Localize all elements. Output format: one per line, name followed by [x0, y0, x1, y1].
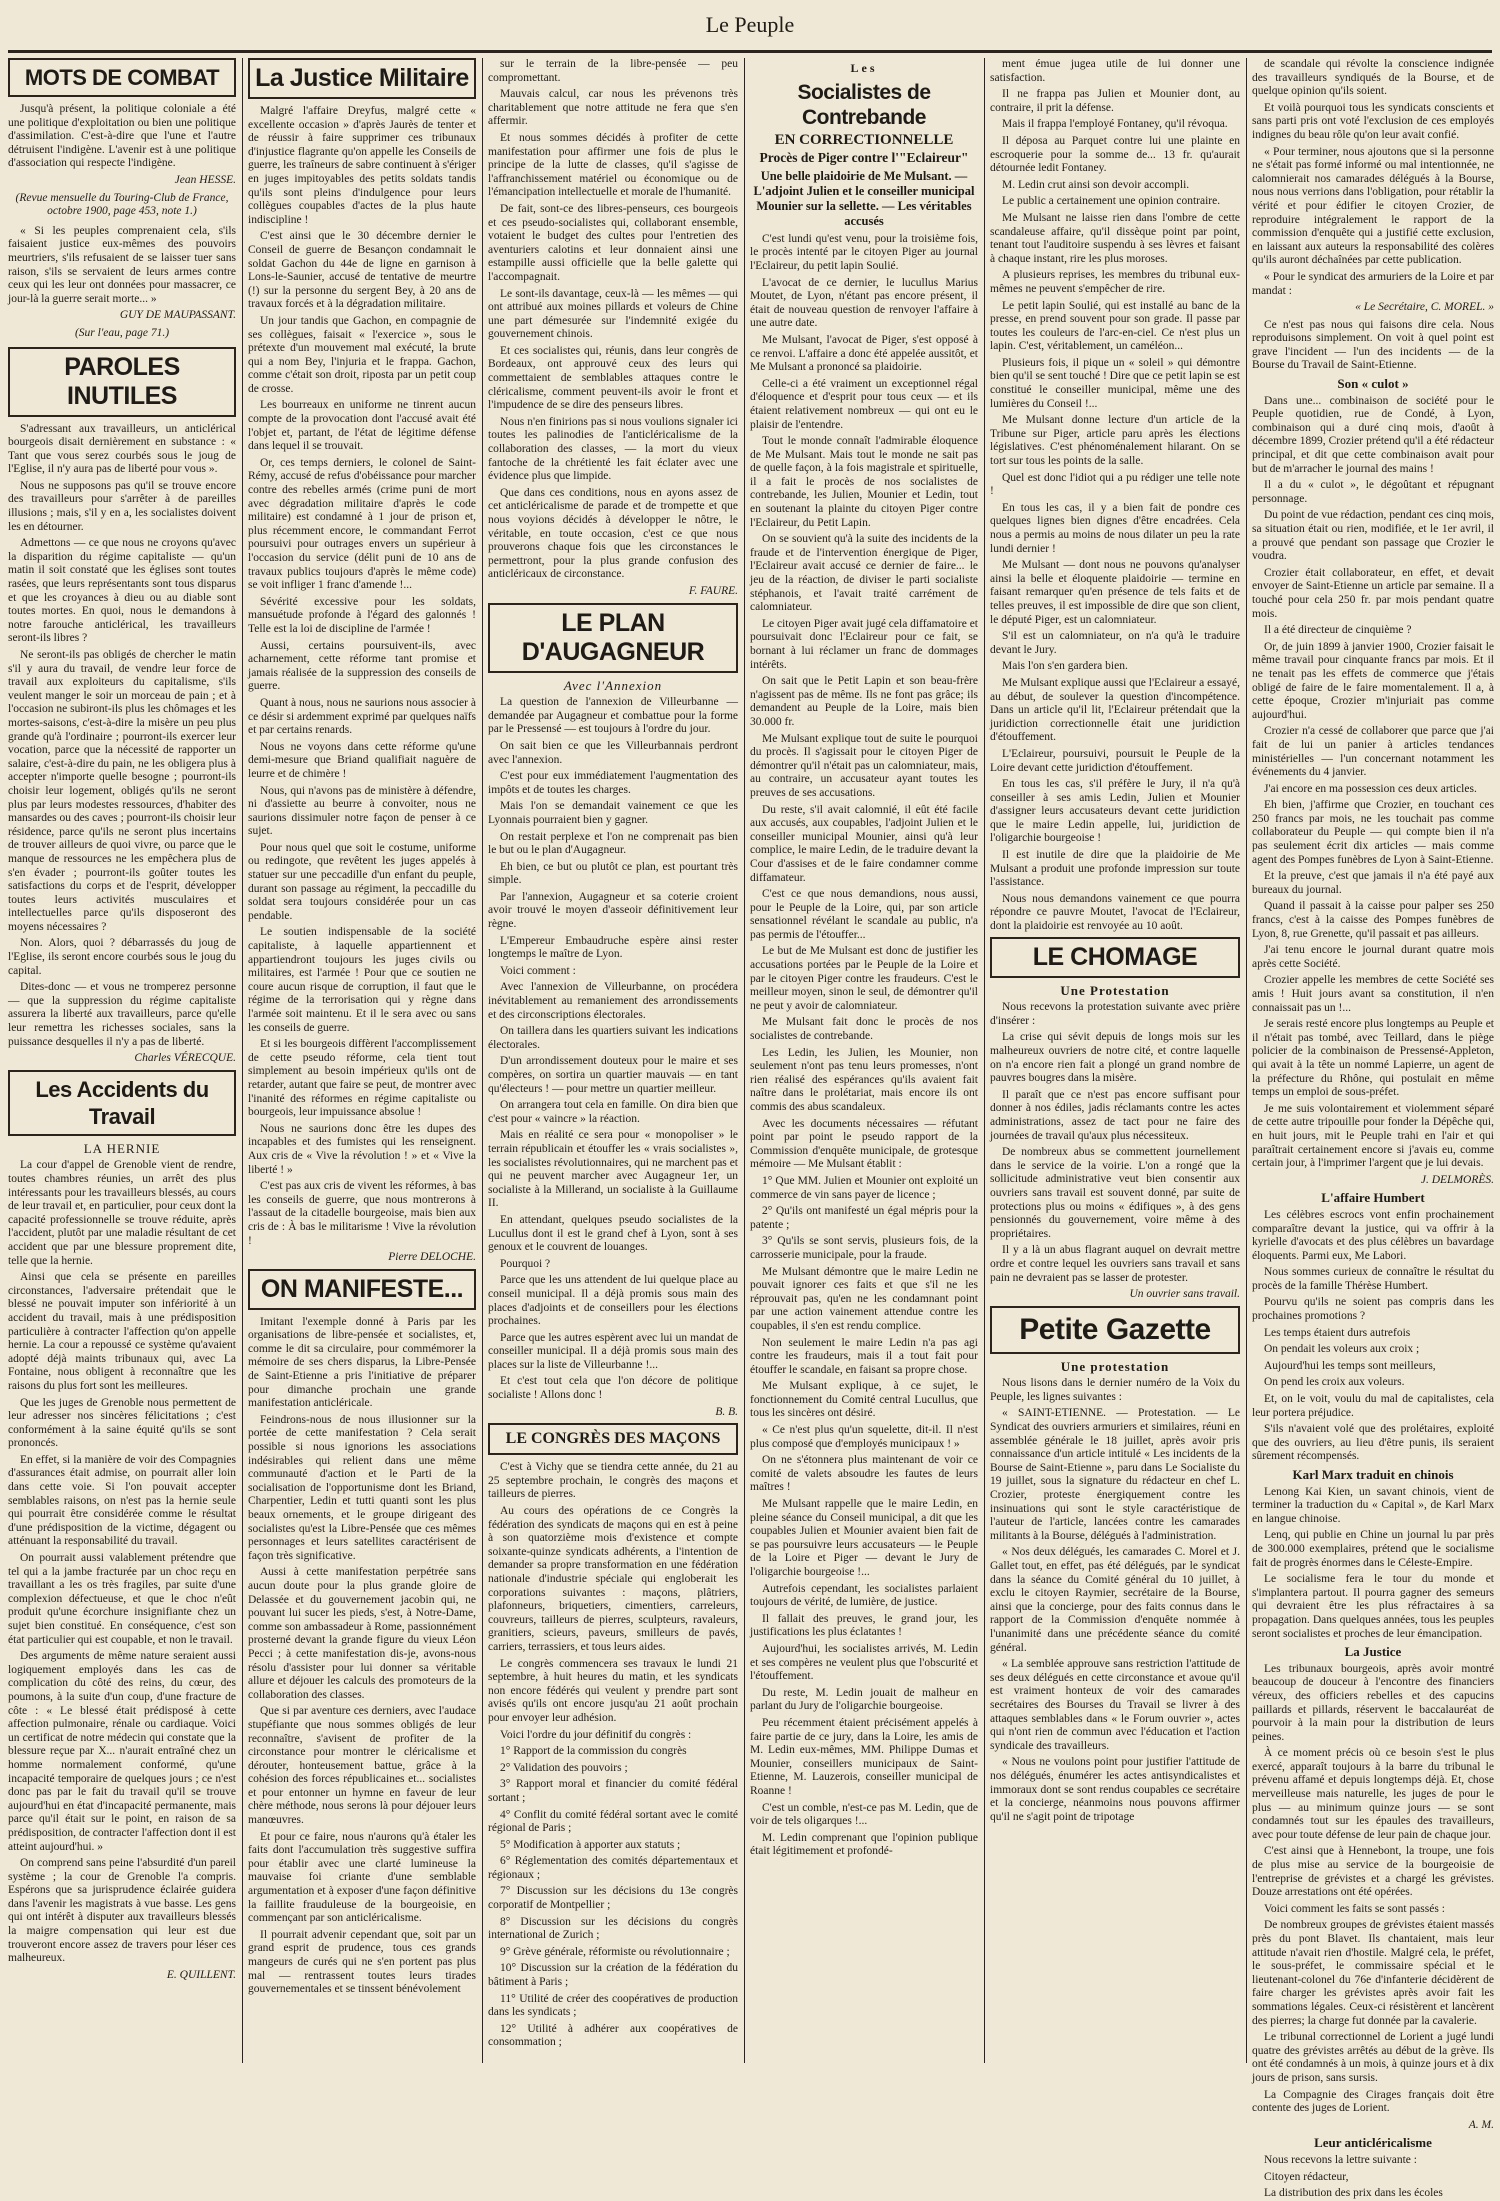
- paragraph: À ce moment précis où ce besoin s'est le plus exercé, apparaît toujours à la barre du tribunal le prévenu affamé et depuis longtemps déjà. Et, chose merveilleuse mais naturelle, les juges de pour le plus — au minimum quinze jours — se sont condamnés tout sur les épaules des travailleurs, avec pour toute défense de leur pain de chaque jour.: [1252, 1747, 1494, 1841]
- paragraph: Il est inutile de dire que la plaidoirie de Me Mulsant a produit une profonde impression sur toute l'assistance.: [990, 849, 1240, 889]
- paragraph: On comprend sans peine l'absurdité d'un pareil système ; la cour de Grenoble l'a compris. Espérons que sa jurisprudence éclairée guidera dans l'avenir les magistrats à vue basse. Les gens qui ont intérêt à disputer aux travailleurs blessés la maigre compensation qui leur est due trouveront encore assez de travers pour léser ces malheureux.: [8, 1857, 236, 1965]
- paragraph: Par l'annexion, Augagneur et sa coterie croient avoir trouvé le moyen d'asseoir définitivement leur règne.: [488, 890, 738, 931]
- paragraph: Ne seront-ils pas obligés de chercher le matin s'il y aura du travail, de vendre leur force de travail aux exploiteurs du capitalisme, s'ils veulent manger le soir un morceau de pain ; et à l'occasion ne subiront-ils plus les chômages et les mortes-saisons, c'est-à-dire la misère un peu plus grande qu'à l'ordinaire ; pourront-ils exercer leur vocation, parce que la nécessité de rapporter un salaire, c'est-à-dire du pain, ne les obligera plus à accepter n'importe quelle besogne ; pourront-ils choisir leur logement, obligés qu'ils ne seront plus par leurs modestes ressources, d'habiter des mansardes ou des caves ; pourront-ils choisir leur résidence, parce qu'ils ne seront plus incertains de trouver ailleurs de quoi vivre, ou parce que le manque de ressources ne les empêchera plus de s'en évader ; pourront-ils goûter toutes les satisfactions du corps et de l'esprit, développer toutes leurs activités musculaires et intellectuelles parce qu'ils disposeront des moyens nécessaires ?: [8, 649, 236, 933]
- paragraph: En effet, si la manière de voir des Compagnies d'assurances était admise, on pourrait aller loin dans cette voie. Si l'on pouvait accepter semblables raisons, on n'est pas la hernie seule qui pourrait être considérée comme le résultat d'une prédisposition de la victime, dégagent ou atténuant la responsabilité du travail.: [8, 1453, 236, 1548]
- paragraph: Me Mulsant fait donc le procès de nos socialistes de contrebande.: [750, 1016, 978, 1043]
- paragraph: Il a du « culot », le dégoûtant et répugnant personnage.: [1252, 479, 1494, 505]
- paragraph: Il y a là un abus flagrant auquel on devrait mettre ordre et contre lequel les ouvriers sans travail et sans pain ne devraient pas se lasser de protester.: [990, 1244, 1240, 1284]
- paragraph: Me Mulsant explique, à ce sujet, le fonctionnement du Comité central Lucullus, que tous les sincères ont désiré.: [750, 1380, 978, 1420]
- paragraph: Nous recevons la lettre suivante :: [1264, 2153, 1417, 2166]
- paragraph: Nous nous demandons vainement ce que pourra répondre ce pauvre Moutet, l'avocat de l'Eclaireur, dont la plaidoirie est renvoyée au 10 août.: [990, 892, 1240, 933]
- paragraph: La question de l'annexion de Villeurbanne — demandée par Augagneur et combattue pour la forme par le Pressensé — est toujours à l'ordre du jour.: [488, 696, 738, 736]
- paragraph: Mais il frappa l'employé Fontaney, qu'il révoqua.: [1002, 118, 1228, 131]
- paragraph: C'est ainsi que le 30 décembre dernier le Conseil de guerre de Besançon condamnait le soldat Gachon du 44e de ligne en garnison à Lons-le-Saunier, accusé de tentative de meurtre (!) sur la personne du sergent Bey, à 20 ans de travaux forcés et à la dégradation militaire.: [248, 230, 476, 311]
- lead-summary: Une belle plaidoirie de Me Mulsant. — L'adjoint Julien et le conseiller municipal Mounier sur la sellette. — Les véritables accusés: [753, 168, 975, 228]
- paragraph: Du point de vue rédaction, pendant ces cinq mois, sa situation était ou rien, modifiée, et le 1er avril, il a prouvé que pendant son passage que Crozier le voudra.: [1252, 509, 1494, 563]
- paragraph: Pourvu qu'ils ne soient pas compris dans les prochaines promotions ?: [1252, 1296, 1494, 1323]
- paragraph: Le sont-ils davantage, ceux-là — les mêmes — qui ont attribué aux moines pillards et voleurs de Chine une part démesurée sur l'indemnité exigée du gouvernement chinois.: [488, 287, 738, 341]
- paragraph: Feindrons-nous de nous illusionner sur la portée de cette manifestation ? Cela serait possible si nous ignorions les associations indésirables qui relient dans une même communauté d'action et le Parti de la socialisation de l'opportunisme dont les Briand, Charpentier, Ledin et tutti quanti sont les plus beaux ornements, et le groupe dirigeant des socialistes qu'est la Libre-Pensée que ces mêmes personnages et leurs satellites caractérisent de façon très significative.: [248, 1413, 476, 1562]
- headline-congres-macons: LE CONGRÈS DES MAÇONS: [488, 1423, 738, 1455]
- paragraph: J'ai tenu encore le journal durant quatre mois après cette Société.: [1252, 944, 1494, 970]
- paragraph: Et voilà pourquoi tous les syndicats conscients et sans parti pris ont voté l'exclusion de ces employés indignes du beau rôle qu'on leur avait confié.: [1252, 101, 1494, 141]
- list-item: 12° Utilité à adhérer aux coopératives de consommation ;: [488, 2022, 738, 2049]
- subheadline-une-protestation: Une protestation: [1060, 1358, 1170, 1374]
- column-rule: [482, 58, 483, 2063]
- paragraph: Des arguments de même nature seraient aussi logiquement employés dans les cas de complication du côté des reins, du cœur, des poumons, à la suite d'un coup, d'une fracture de côte : « Le blessé était prédisposé à cette affection pulmonaire, rénale ou cardiaque. Voici un certificat de notre médecin qui constate que la blessure reçue par X... n'aurait entraîné chez un homme normalement conformé, qu'une incapacité temporaire de quelques jours ; ce n'est donc pas par le fait du travail qu'il se trouve aujourd'hui en état d'incapacité permanente, mais parce qu'il était sur le point, en raison de sa prédisposition, de contracter l'affection dont il est atteint aujourd'hui. »: [8, 1650, 236, 1853]
- paragraph: A plusieurs reprises, les membres du tribunal eux-mêmes ne peuvent s'empêcher de rire.: [990, 269, 1240, 295]
- quote-hesse: Jusqu'à présent, la politique coloniale a été une politique d'exploitation ou bien une politique d'assimilation. C'est-à-dire que l'une et l'autre détruisent l'indigène. L'avenir est à une politique d'association qui respecte l'indigène.: [8, 103, 236, 170]
- paragraph: Crozier n'a cessé de collaborer que parce que j'ai fait de lui un panier à articles tendances ministérielles — l'un concernant notamment les événements du 4 janvier.: [1252, 725, 1494, 779]
- paragraph: Dites-donc — et vous ne tromperez personne — que la suppression du régime capitaliste assurera la liberté aux travailleurs, parce qu'elle leur remettra les richesses sociales, sans la puissance desquelles il n'y a pas de liberté.: [8, 981, 236, 1048]
- paragraph: Quel est donc l'idiot qui a pu rédiger une telle note !: [990, 471, 1240, 498]
- paragraph: Du reste, M. Ledin jouait de malheur en parlant du Jury de l'oligarchie bourgeoise.: [750, 1686, 978, 1713]
- subheadline-la-hernie: LA HERNIE: [83, 1140, 161, 1156]
- headline-socialistes-contrebande: Socialistes de Contrebande: [797, 80, 931, 129]
- newspaper-page: [8, 58, 1494, 2200]
- paragraph: Quand il passait à la caisse pour palper ses 250 francs, c'est à la caisse des Pompes funèbres de Lyon, 8, rue Grenette, qu'il passait et pas ailleurs.: [1252, 900, 1494, 940]
- paragraph: « Nos deux délégués, les camarades C. Morel et J. Gallet tout, en effet, pas été délégués, par le syndicat dans la séance du Comité général du 10 juillet, à exclu le citoyen Raymier, secrétaire de la Bourse, ainsi que la concierge, pour des faits connus dans le rapport de la Commission d'enquête nommée à l'unanimité dans une précédente séance du comité général.: [990, 1546, 1240, 1654]
- paragraph: La distribution des prix dans les écoles: [1264, 2187, 1443, 2200]
- paragraph: L'avocat de ce dernier, le lucullus Marius Moutet, de Lyon, n'étant pas encore présent, il était de nouveau question de renvoyer l'affaire à une autre date.: [750, 276, 978, 330]
- paragraph: Crozier était collaborateur, en effet, et devait envoyer de Saint-Etienne un article par semaine. Il a touché pour cela 250 fr. par mois pendant quatre mois.: [1252, 566, 1494, 620]
- column-6: [1252, 58, 1494, 2200]
- masthead: Le Peuple: [705, 12, 795, 37]
- paragraph: Les bourreaux en uniforme ne tinrent aucun compte de la provocation dont l'accusé avait été l'objet et, partant, de l'état de légitime défense dans lequel il se trouvait.: [248, 399, 476, 453]
- paragraph: « Pour le syndicat des armuriers de la Loire et par mandat :: [1252, 270, 1494, 297]
- signature: Charles VÉRECQUE.: [134, 1052, 236, 1065]
- paragraph: Voici comment les faits se sont passés :: [1264, 1902, 1445, 1915]
- paragraph: Nous recevons la protestation suivante avec prière d'insérer :: [990, 1001, 1240, 1027]
- paragraph: Mais l'on se demandait vainement ce que les Lyonnais pourraient bien y gagner.: [488, 800, 738, 826]
- paragraph: Et la preuve, c'est que jamais il n'a été payé aux bureaux du journal.: [1252, 870, 1494, 896]
- paragraph: Le but de Me Mulsant est donc de justifier les accusations portées par le Peuple de la Loire et par le citoyen Piger contre les fraudeurs. C'est le meilleur moyen, sinon le seul, de démontrer qu'il ne peut y avoir de calomniateur.: [750, 945, 978, 1012]
- paragraph: Me Mulsant rappelle que le maire Ledin, en pleine séance du Conseil municipal, a dit que les coupables Julien et Mounier avaient bien fait de se pas poursuivre leurs accusateurs — le Peuple de la Loire et Piger — devant le Jury de l'oligarchie bourgeoise !...: [750, 1498, 978, 1578]
- paragraph: Parce que les autres espèrent avec lui un mandat de conseiller municipal. Il a déjà promis sous main des places sur la liste de Villeurbanne !...: [488, 1331, 738, 1371]
- list-item: 3° Rapport moral et financier du comité fédéral sortant ;: [488, 1778, 738, 1804]
- paragraph: Nous n'en finirions pas si nous voulions signaler ici toutes les palinodies de l'anticléricalisme de la collaboration des classes, — la mort du vieux fantoche de la chrétienté les fait éclater avec une évidence plus que limpide.: [488, 415, 738, 483]
- list-item: 10° Discussion sur la création de la fédération du bâtiment à Paris ;: [488, 1962, 738, 1989]
- paragraph: On sait bien ce que les Villeurbannais perdront avec l'annexion.: [488, 739, 738, 766]
- headline-anticlericalisme: Leur anticléricalisme: [1314, 2135, 1432, 2151]
- paragraph: Non. Alors, quoi ? débarrassés du joug de l'Eglise, ils seront encore courbés sous le joug du capital.: [8, 937, 236, 977]
- paragraph: Dans une... combinaison de société pour le Peuple quotidien, rue de Condé, à Lyon, combinaison qui a duré cinq mois, d'août à décembre 1899, Crozier prétend qu'il a été rédacteur principal, et dit que cette combinaison avait pour but de m'arracher le journal des mains !: [1252, 394, 1494, 475]
- headline-son-culot: Son « culot »: [1337, 376, 1409, 392]
- column-4: [750, 58, 978, 2063]
- paragraph: C'est ainsi que à Hennebont, la troupe, une fois de plus mise au service de la bourgeoisie de l'entreprise de grévistes et a chargé les grévistes. Douze arrestations ont été opérées.: [1252, 1845, 1494, 1899]
- paragraph: On restait perplexe et l'on ne comprenait pas bien le but ou le plan d'Augagneur.: [488, 830, 738, 857]
- paragraph: C'est pour eux immédiatement l'augmentation des impôts et de toutes les charges.: [488, 770, 738, 796]
- paragraph: Plusieurs fois, il pique un « soleil » qui démontre bien qu'il se sent touché ! Dire que ce petit lapin se est constitué le conseiller municipal, même une des lumières du Conseil !...: [990, 356, 1240, 410]
- paragraph: Non seulement le maire Ledin n'a pas agi contre les fraudeurs, mais il a tout fait pour étouffer le scandale, en faisant sa propre chose.: [750, 1336, 978, 1376]
- column-rule: [1246, 58, 1247, 2063]
- signature: F. FAURE.: [688, 584, 738, 597]
- paragraph: ment émue jugea utile de lui donner une satisfaction.: [990, 58, 1240, 84]
- paragraph: Il déposa au Parquet contre lui une plainte en escroquerie pour la somme de... 13 fr. qu'aurait détournée ledit Fontaney.: [990, 134, 1240, 175]
- verse-line: On pend les croix aux voleurs.: [1264, 1376, 1405, 1389]
- paragraph: Et c'est tout cela que l'on décore de politique socialiste ! Allons donc !: [488, 1375, 738, 1402]
- paragraph: sur le terrain de la libre-pensée — peu compromettant.: [488, 58, 738, 84]
- paragraph: On se souvient qu'à la suite des incidents de la fraude et de l'intervention énergique de Piger, l'Eclaireur avait accusé ce dernier de faire... le jeu de la réaction, de diviser le parti socialiste stéphanois, et l'avait traité carrément de calomniateur.: [750, 533, 978, 614]
- paragraph: Lenq, qui publie en Chine un journal lu par près de 300.000 exemplaires, prétend que le socialisme fait de progrès énormes dans le Céleste-Empire.: [1252, 1529, 1494, 1569]
- paragraph: Nous ne saurions donc être les dupes des incapables et des fumistes qui les renseignent. Aux cris de « Vive la révolution ! » et « Vive la liberté ! »: [248, 1122, 476, 1176]
- paragraph: Que si par aventure ces derniers, avec l'audace stupéfiante que nous sommes obligés de leur reconnaître, s'avisent de profiter de la circonstance pour montrer le cléricalisme et dérouter, honteusement battue, grâce à la cohésion des forces républicaines et... socialistes et pour entonner un hymne en faveur de leur chère méthode, nous serons là pour déjouer leurs manœuvres.: [248, 1705, 476, 1827]
- list-item: 11° Utilité de créer des coopératives de production dans les syndicats ;: [488, 1992, 738, 2019]
- paragraph: D'un arrondissement douteux pour le maire et ses compères, on sortira un quartier mauvais — en tant qu'électeurs ! — pour mettre un quartier meilleur.: [488, 1055, 738, 1095]
- paragraph: Aujourd'hui, les socialistes arrivés, M. Ledin et ses compères ne veulent plus que l'obscurité et l'étouffement.: [750, 1642, 978, 1683]
- paragraph: On pourrait aussi valablement prétendre que tel qui a la jambe fracturée par un choc reçu en travaillant a les os très fragiles, par suite d'une complexion défectueuse, et que le choc n'eût produit qu'une écorchure insignifiante chez un sujet bien constitué. En conséquence, c'est son état particulier qui est coupable, et non le travail.: [8, 1552, 236, 1646]
- paragraph: Je serais resté encore plus longtemps au Peuple et il n'était pas tombé, avec Teillard, dans le piège policier de la combinaison de Pressensé-Appleton, qui avait à la tête un nommé Lapierre, un agent de la préfecture du Rhône, qui postulait en même temps un emploi de sous-préfet.: [1252, 1018, 1494, 1099]
- paragraph: Je me suis volontairement et violemment séparé de cette autre tripouille pour fonder la Dépêche qui, en huit jours, mit le Peuple trahi en l'air et qui paraîtrait certainement encore si j'avais eu, comme certain jour, à l'imprimer l'argent que je lui devais.: [1252, 1102, 1494, 1170]
- paragraph: De fait, sont-ce des libres-penseurs, ces bourgeois et ces pseudo-socialistes qui, collaborant ensemble, votaient le budget des cultes pour l'entretien des aventuriers calotins et leur donnaient ainsi une estampille aussi officielle que la belle galette qui l'accompagnait.: [488, 202, 738, 283]
- paragraph: L'Empereur Embaudruche espère ainsi rester longtemps le maître de Lyon.: [488, 934, 738, 961]
- paragraph: Le public a certainement une opinion contraire.: [1002, 195, 1221, 208]
- paragraph: Crozier appelle les membres de cette Société ses amis ! Huit jours avant sa constitution, il n'en connaissait pas un !...: [1252, 974, 1494, 1014]
- list-item: 5° Modification à apporter aux statuts ;: [500, 1838, 681, 1851]
- paragraph: Et, on le voit, voulu du mal de capitalistes, cela leur portera préjudice.: [1252, 1393, 1494, 1419]
- subheadline-correctionnelle: EN CORRECTIONNELLE: [774, 131, 954, 148]
- paragraph: Nous sommes curieux de connaître le résultat du procès de la famille Thérèse Humbert.: [1252, 1266, 1494, 1292]
- paragraph: S'adressant aux travailleurs, un anticlérical bourgeois disait dernièrement en substance : « Tant que vous serez courbés sous le joug de l'Eglise, il n'y aura pas de liberté pour vous ».: [8, 422, 236, 476]
- paragraph: M. Ledin comprenant que l'opinion publique était légitimement et profondé-: [750, 1831, 978, 1858]
- paragraph: Le citoyen Piger avait jugé cela diffamatoire et poursuivait donc l'Eclaireur pour ce fait, se bornant à lui réclamer un franc de dommages intérêts.: [750, 617, 978, 671]
- paragraph: Eh bien, j'affirme que Crozier, en touchant ces 250 francs par mois, ne les touchait pas comme collaborateur du Peuple — qui compte bien il n'a pas seulement écrit dix articles — mais comme agent des Pompes funèbres de Lyon à Saint-Etienne.: [1252, 799, 1494, 866]
- paragraph: Me Mulsant — dont nous ne pouvons qu'analyser ainsi la belle et éloquente plaidoirie — termine en faisant remarquer qu'en présence de tels faits et de telles preuves, il est impossible de dire que son client, le député Piger, est un calomniateur.: [990, 559, 1240, 626]
- list-item: 2° Validation des pouvoirs ;: [500, 1761, 628, 1774]
- paragraph: Les tribunaux bourgeois, après avoir montré beaucoup de douceur à l'encontre des financiers véreux, des officiers rebelles et des capucins paillards et pillards, réservent le baccalauréat de pourvoir à la main pour la distribution de leurs peines.: [1252, 1662, 1494, 1743]
- signature: J. DELMORÈS.: [1420, 1173, 1494, 1186]
- paragraph: On sait que le Petit Lapin et son beau-frère n'agissent pas de même. Ils ne font pas grâce; ils demandent au Peuple de la Loire, mais bien 30.000 fr.: [750, 675, 978, 728]
- paragraph: « SAINT-ETIENNE. — Protestation. — Le Syndicat des ouvriers armuriers et similaires, réuni en assemblée générale le 18 juillet, après avoir pris connaissance d'un article intitulé « Les incidents de la Bourse de Saint-Etienne », paru dans Le Socialiste du 19 juillet, sous la signature du rédacteur en chef L. Crozier, proteste énergiquement contre les insinuations qui sont le style caractéristique de l'auteur de l'article, lancées contre les camarades militants à la Bourse, délégués à l'administration.: [990, 1407, 1240, 1542]
- paragraph: Nous ne supposons pas qu'il se trouve encore des travailleurs pour s'arrêter à de pareilles illusions ; mais, s'il y en a, les socialistes doivent les en détourner.: [8, 479, 236, 533]
- paragraph: Le soutien indispensable de la société capitaliste, à laquelle appartiennent et appartiendront toujours les juges civils ou militaires, est l'armée ! Pour que ce soutien ne coure aucun risque de corruption, il faut que le régime de la terrorisation qui y règne dans l'armée soit maintenu. Et il le sera avec ou sans les conseils de guerre.: [248, 926, 476, 1034]
- paragraph: En tous les cas, s'il préfère le Jury, il n'a qu'à conseiller à ses amis Ledin, Julien et Mounier d'assigner leurs accusateurs devant cette juridiction que le maire Ledin appelle, lui, juridiction de l'oligarchie bourgeoise !: [990, 778, 1240, 845]
- paragraph: Le tribunal correctionnel de Lorient a jugé lundi quatre des grévistes arrêtés au début de la grève. Ils ont été condamnés à un mois, à quinze jours et à dix jours de prison, sans sursis.: [1252, 2031, 1494, 2084]
- paragraph: « Pour terminer, nous ajoutons que si la personne ne s'était pas formé informé ou mal intentionnée, ne calomnierait nos camarades délégués à la Bourse, nous nous verrions dans l'obligation, pour rétablir la vérité et pour édifier le citoyen Crozier, de reproduire intégralement le rapport de la commission d'enquête qui a justifié cette exclusion, en laissant aux auteurs la responsabilité des colères qu'ils auront déchaînées par cette publication.: [1252, 145, 1494, 267]
- paragraph: C'est un comble, n'est-ce pas M. Ledin, que de voir de tels oligarques !...: [750, 1801, 978, 1828]
- paragraph: Les Ledin, les Julien, les Mounier, non seulement n'ont pas tenu leurs promesses, n'ont rien réalisé des espérances qu'ils avaient fait naître dans le prolétariat, mais encore ils ont commis des abus scandaleux.: [750, 1046, 978, 1113]
- column-1: [8, 58, 236, 2063]
- masthead-rule: [8, 50, 1492, 53]
- paragraph: 2° Qu'ils ont manifesté un égal mépris pour la patente ;: [750, 1205, 978, 1231]
- paragraph: Mais l'on s'en gardera bien.: [1002, 660, 1128, 673]
- quote-hesse-source: (Revue mensuelle du Touring-Club de France, octobre 1900, page 453, note 1.): [15, 191, 229, 218]
- column-rule: [744, 58, 745, 2063]
- paragraph: Au cours des opérations de ce Congrès la fédération des syndicats de maçons qui en est à peine à son quatorzième mois d'existence et compte soixante-quinze syndicats adhérents, a l'intention de demander sa propre transformation en une fédération nationale d'industrie spéciale qui engloberait les corporations suivantes : maçons, plâtriers, plafonneurs, briquetiers, cimentiers, carreleurs, couvreurs, tailleurs de pierres, sculpteurs, ravaleurs, granitiers, scieurs, paveurs, smilleurs de pavés, carriers, terrassiers, et tous leurs aides.: [488, 1505, 738, 1653]
- list-item: 4° Conflit du comité fédéral sortant avec le comité régional de Paris ;: [488, 1808, 738, 1835]
- paragraph: C'est pas aux cris de vivent les réformes, à bas les conseils de guerre, que nous montrerons à l'assaut de la citadelle bourgeoise, mais bien aux cris de : À bas le militarisme ! Vive la révolution !: [248, 1180, 476, 1247]
- headline-karl-marx-chinois: Karl Marx traduit en chinois: [1292, 1467, 1454, 1482]
- headline-paroles-inutiles: PAROLES INUTILES: [8, 347, 236, 417]
- paragraph: Le congrès commencera ses travaux le lundi 21 septembre, à huit heures du matin, et les syndicats non encore fédérés qui veulent y prendre part sont avisés qu'ils ont encore jusqu'au 21 août prochain pour envoyer leur adhésion.: [488, 1657, 738, 1724]
- paragraph: Sévérité excessive pour les soldats, mansuétude profonde à l'égard des galonnés ! Telle est la loi de discipline de l'armée !: [248, 595, 476, 635]
- paragraph: En tous les cas, il y a bien fait de pondre ces quelques lignes bien dignes d'être encadrées. Cela nous a permis au moins de nous dilater un peu la rate lundi dernier !: [990, 501, 1240, 555]
- column-5: [990, 58, 1240, 2063]
- paragraph: Pourquoi ?: [500, 1257, 551, 1270]
- paragraph: Nous lisons dans le dernier numéro de la Voix du Peuple, les lignes suivantes :: [990, 1377, 1240, 1403]
- paragraph: Peu récemment étaient précisément appelés à faire partie de ce jury, dans la Loire, les amis de M. Ledin eux-mêmes, MM. Philippe Dumas et Mounier, conseillers municipaux de Saint-Etienne, M. Lauzerois, conseiller municipal de Roanne !: [750, 1716, 978, 1797]
- column-rule: [984, 58, 985, 2063]
- paragraph: Ainsi que cela se présente en pareilles circonstances, l'adversaire prétendait que le blessé ne pouvait imputer son infériorité à un accident du travail, mais à une prédisposition particulière à contracter l'affection qu'on appelle hernie. La cour a repoussé ce système qu'avaient adopté déjà maints tribunaux qui, avec La Fontaine, nous obligent à reconnaître que les raisons du plus fort sont les meilleures.: [8, 1271, 236, 1392]
- paragraph: « Nous ne voulons point pour justifier l'attitude de nos délégués, énumérer les actes antisyndicalistes et immoraux dont se sont rendus coupables ce secrétaire et la concierge, néanmoins nous pouvons affirmer qu'il ne s'agit point de tripotage: [990, 1756, 1240, 1823]
- paragraph: On ne s'étonnera plus maintenant de voir ce comité de valets absoudre les fautes de leurs maîtres !: [750, 1454, 978, 1494]
- paragraph: 3° Qu'ils se sont servis, plusieurs fois, de la carrosserie municipale, pour la fraude.: [750, 1235, 978, 1261]
- quote-hesse-author: Jean HESSE.: [174, 173, 236, 186]
- headline-petite-gazette: Petite Gazette: [990, 1306, 1240, 1354]
- paragraph: Quant à nous, nous ne saurions nous associer à ce désir si ardemment exprimé par quelques naïfs et par certains renards.: [248, 696, 476, 737]
- paragraph: Le socialisme fera le tour du monde et s'implantera partout. Il pourra gagner des semeurs qui devraient être les plus réfractaires à sa propagation. Dans quelques années, tous les peuples seront socialistes et proches de leur émancipation.: [1252, 1573, 1494, 1640]
- paragraph: Parce que les uns attendent de lui quelque place au conseil municipal. Il a déjà promis sous main des places d'adjoints et de conseillers pour les élections prochaines.: [488, 1274, 738, 1328]
- paragraph: S'il est un calomniateur, on n'a qu'à le traduire devant le Jury.: [990, 630, 1240, 656]
- paragraph: Nous, qui n'avons pas de ministère à défendre, ni d'assiette au beurre à convoiter, nous ne saurions dissimuler notre façon de penser à ce sujet.: [248, 784, 476, 838]
- paragraph: Que dans ces conditions, nous en ayons assez de cet anticléricalisme de parade et de trompette et que nous voyions décidés à développer le nôtre, le véritable, en toute occasion, c'est ce que nous prouverons chaque fois que les circonstances le permettront, pour la plus grande confusion des anticléricaux de circonstance.: [488, 486, 738, 581]
- paragraph: En attendant, quelques pseudo socialistes de la Lucullus dont il est le grand chef à Lyon, sont à ses genoux et le couvrent de louanges.: [488, 1213, 738, 1254]
- paragraph: De nombreux abus se commettent journellement dans le service de la voirie. L'on a rongé que la sollicitude administrative veut bien consentir aux ouvriers sans travail est souvent donné, par suite de protections plus ou moins « édifiques », à des gens pensionnés du gouvernement, voire même à des propriétaires.: [990, 1146, 1240, 1240]
- paragraph: Or, de juin 1899 à janvier 1900, Crozier faisait le même travail pour cinquante francs par mois. Et il ne tenait pas les effets de commerce que j'étais obligé de faire de le faire momentalement. Il a, à cette époque, Crozier m'injuriait pas comme aujourd'hui.: [1252, 640, 1494, 721]
- paragraph: On arrangera tout cela en famille. On dira bien que c'est pour « vaincre » la réaction.: [488, 1099, 738, 1125]
- headline-on-manifeste: ON MANIFESTE...: [248, 1269, 476, 1310]
- paragraph: Mais en réalité ce sera pour « monopoliser » le terrain républicain et étouffer les « vrais socialistes », les socialistes révolutionnaires, qui ne marchent pas et qui ne peuvent marcher avec Augagneur 1er, un socialiste à la Millerand, un socialiste à la Guillaume II.: [488, 1129, 738, 1210]
- paragraph: C'est à Vichy que se tiendra cette année, du 21 au 25 septembre prochain, le congrès des maçons et tailleurs de pierres.: [488, 1461, 738, 1501]
- paragraph: Il pourrait advenir cependant que, soit par un grand esprit de prudence, tous ces grands mangeurs de curés qui ne s'en portent pas plus mal — rentrassent toutes leurs tirades gouvernementales et se tinssent bénévolement: [248, 1928, 476, 1996]
- paragraph: Me Mulsant démontre que le maire Ledin ne pouvait ignorer ces faits et que s'il ne les réprouvait pas, qu'en ne les condamnant point par une action vainement attendue contre les coupables, il s'en est rendu complice.: [750, 1265, 978, 1332]
- paragraph: La crise qui sévit depuis de longs mois sur les malheureux ouvriers de notre cité, et contre laquelle on n'a encore rien fait a plongé un grand nombre de pauvres bougres dans la misère.: [990, 1031, 1240, 1085]
- verse-line: Les temps étaient durs autrefois: [1264, 1326, 1411, 1339]
- paragraph: Me Mulsant donne lecture d'un article de la Tribune sur Piger, article paru après les élections législatives. C'est phénoménalement hilarant. On se tort sur tous les points de la salle.: [990, 414, 1240, 468]
- paragraph: Voici l'ordre du jour définitif du congrès :: [500, 1728, 692, 1741]
- paragraph: Admettons — ce que nous ne croyons qu'avec la disparition du régime capitaliste — qu'un matin il soit constaté que les églises sont toutes rasées, que leurs représentants sont tous disparus et que les croyances à dieu ou au diable sont toutes mortes. En quoi, nous le demandons à notre farouche anticlérical, les travailleurs seront-ils libres ?: [8, 537, 236, 645]
- paragraph: On taillera dans les quartiers suivant les indications électorales.: [488, 1025, 738, 1051]
- paragraph: Il a été directeur de cinquième ?: [1264, 624, 1412, 637]
- signature: A. M.: [1468, 2118, 1494, 2131]
- paragraph: Celle-ci a été vraiment un exceptionnel régal d'éloquence et d'esprit pour tous ceux — et ils étaient relativement nombreux — qui ont eu le plaisir de l'entendre.: [750, 377, 978, 431]
- headline-plan-augagneur: LE PLAN D'AUGAGNEUR: [488, 603, 738, 673]
- paragraph: Mauvais calcul, car nous les prévenons très charitablement que notre attitude ne fera que s'en affermir.: [488, 88, 738, 128]
- paragraph: Du reste, s'il avait calomnié, il eût été facile aux accusés, aux coupables, l'adjoint Julien et le conseiller municipal Mounier, ainsi qu'à leur complice, le maire Ledin, de le traduire devant la Cour d'assises et de le faire condamner comme diffamateur.: [750, 803, 978, 884]
- list-item: 1° Rapport de la commission du congrès: [500, 1745, 687, 1758]
- column-2: [248, 58, 476, 2063]
- paragraph: Aussi, certains poursuivent-ils, avec acharnement, cette réforme tant promise et jamais réalisée de la suppression des conseils de guerre.: [248, 639, 476, 693]
- paragraph: La cour d'appel de Grenoble vient de rendre, toutes chambres réunies, un arrêt des plus intéressants pour les travailleurs blessés, au cours de leur travail et, en particulier, pour ceux dont la capacité professionnelle se trouve réduite, après l'accident, plutôt par une maladie résultant de cet accident que par une blessure proprement dite, telle que la hernie.: [8, 1159, 236, 1267]
- column-3: [488, 58, 738, 2063]
- paragraph: Et pour ce faire, nous n'aurons qu'à étaler les faits dont l'accumulation très suggestive suffira pour établir avec une clarté lumineuse la mauvaise foi criante d'une semblable argumentation et à exposer d'une façon définitive la faillite frauduleuse de la bourgeoisie, en commençant par son anticléricalisme.: [248, 1830, 476, 1925]
- quote-maupassant-source: (Sur l'eau, page 71.): [74, 326, 170, 339]
- paragraph: Les célèbres escrocs vont enfin prochainement comparaître devant la justice, qui va offrir à la kyrielle d'avocats et des plus célèbres un bavardage éloquents. Parmi eux, Me Labori.: [1252, 1208, 1494, 1262]
- subheadline-protestation: Une Protestation: [1060, 982, 1170, 998]
- headline-le-chomage: LE CHOMAGE: [990, 937, 1240, 978]
- list-item: 6° Réglementation des comités départementaux et régionaux ;: [488, 1855, 738, 1881]
- headline-accidents-du-travail: Les Accidents du Travail: [8, 1070, 236, 1136]
- paragraph: Me Mulsant explique aussi que l'Eclaireur a essayé, au début, de soulever la question d'incompétence. Dans un article qu'il lit, l'Eclaireur prétendait que la juridiction correctionnelle était une juridiction d'étouffement.: [990, 676, 1240, 744]
- paragraph: Imitant l'exemple donné à Paris par les organisations de libre-pensée et socialistes, et, comme le dit sa circulaire, pour commémorer la mémoire de ses chers disparus, la Libre-Pensée de Saint-Etienne a pris l'initiative de préparer pour dimanche prochain une grande manifestation anticléricale.: [248, 1315, 476, 1410]
- paragraph: Avec l'annexion de Villeurbanne, on procédera inévitablement au remaniement des arrondissements et des circonscriptions électorales.: [488, 981, 738, 1021]
- signature: Pierre DELOCHE.: [388, 1251, 476, 1264]
- paragraph: Un jour tandis que Gachon, en compagnie de ses collègues, faisait « l'exercice », sous le prétexte d'un mouvement mal exécuté, la brute qui a nom Bey, l'injuria et le frappa. Gachon, comme c'était son droit, riposta par un petit coup de crosse.: [248, 314, 476, 395]
- paragraph: Et si les bourgeois diffèrent l'accomplissement de cette pseudo réforme, cela tient tout simplement au besoin impérieux qu'ils ont de retarder, autant que faire se peut, de montrer avec l'inanité des réformes en régime capitaliste ou bourgeois, leur impuissance absolue !: [248, 1038, 476, 1119]
- paragraph: Le petit lapin Soulié, qui est installé au banc de la presse, en prend souvent pour son grade. Il passe par toutes les couleurs de l'arc-en-ciel. Ce n'est plus un lapin. C'est, véritablement, un caméléon...: [990, 299, 1240, 353]
- paragraph: Me Mulsant, l'avocat de Piger, s'est opposé à ce renvoi. L'affaire a donc été appelée aussitôt, et Me Mulsant a prononcé sa plaidoirie.: [750, 333, 978, 374]
- paragraph: « La semblée approuve sans restriction l'attitude de ses deux délégués en cette circonstance et avoue qu'il est vraiment honteux de voir des camarades secrétaires des Bourses du Travail se livrer à des attaques semblables dans « le Forum ouvrier », actes qui n'ont rien de commun avec l'éducation et l'action syndicale des travailleurs.: [990, 1658, 1240, 1752]
- signature: Un ouvrier sans travail.: [1129, 1288, 1240, 1301]
- subheadline-proces-piger: Procès de Piger contre l'"Eclaireur": [759, 150, 969, 166]
- headline-mots-de-combat: MOTS DE COMBAT: [8, 58, 236, 97]
- paragraph: Voici comment :: [500, 964, 576, 977]
- paragraph: Tout le monde connaît l'admirable éloquence de Me Mulsant. Mais tout le monde ne sait pas de quelle façon, à la fois magistrale et spirituelle, il a fait le procès de nos socialistes de contrebande, les Julien, Mounier et Ledin, tout en soutenant la plainte du citoyen Piger contre l'Eclaireur, du Petit Lapin.: [750, 435, 978, 529]
- paragraph: Me Mulsant explique tout de suite le pourquoi du procès. Il s'agissait pour le citoyen Piger de démontrer qu'il n'était pas un calomniateur, mais, au contraire, un accusateur ayant toutes les preuves de ses accusations.: [750, 732, 978, 799]
- paragraph: Eh bien, ce but ou plutôt ce plan, est pourtant très simple.: [488, 860, 738, 887]
- paragraph: L'Eclaireur, poursuivi, poursuit le Peuple de la Loire devant cette juridiction d'étouffement.: [990, 747, 1240, 774]
- paragraph: Pour nous quel que soit le costume, uniforme ou redingote, que revêtent les juges appelés à statuer sur une peccadille d'un enfant du peuple, durant son passage au régiment, la peccadille du soldat sera toujours considérée pour un cas pendable.: [248, 841, 476, 922]
- paragraph: Il ne frappa pas Julien et Mounier dont, au contraire, il prit la défense.: [990, 88, 1240, 114]
- quote-maupassant-author: GUY DE MAUPASSANT.: [119, 309, 236, 322]
- paragraph: « Ce n'est plus qu'un squelette, dit-il. Il n'est plus composé que d'employés municipaux ! »: [750, 1424, 978, 1450]
- paragraph: Or, ces temps derniers, le colonel de Saint-Rémy, accusé de refus d'obéissance pour marcher contre des rebelles armés (crime puni de mort avec dégradation militaire d'après le code militaire) est condamné à 1 jour de prison et, plus récemment encore, le commandant Ferrot poursuivi pour outrages envers un supérieur à l'occasion du service (délit puni de 10 ans de travaux publics toujours d'après le même code) se voit infliger 1 franc d'amende !...: [248, 456, 476, 592]
- subheadline-annexion: Avec l'Annexion: [563, 677, 663, 693]
- paragraph: Malgré l'affaire Dreyfus, malgré cette « excellente occasion » d'après Jaurès de tenter et de réussir à faire supprimer ces tribunaux d'injustice flagrante qu'on appelle les Conseils de guerre, les traîneurs de sabre continuent à s'ériger en juges impitoyables des petits soldats tandis qu'ils sont pleins d'indulgence pour leurs collègues coupables d'actes de la plus haute indiscipline !: [248, 105, 476, 226]
- paragraph: 1° Que MM. Julien et Mounier ont exploité un commerce de vin sans payer de licence ;: [750, 1174, 978, 1201]
- verse-line: Aujourd'hui les temps sont meilleurs,: [1264, 1359, 1436, 1372]
- paragraph: Et nous sommes décidés à profiter de cette manifestation pour affirmer une fois de plus le principe de la lutte de classes, qu'il s'agisse de l'affranchissement matériel ou économique ou de l'émancipation intellectuelle et morale de l'humanité.: [488, 131, 738, 199]
- paragraph: S'ils n'avaient volé que des prolétaires, exploité que des ouvriers, au lieu d'être punis, ils seraient sûrement récompensés.: [1252, 1423, 1494, 1463]
- signature: E. QUILLENT.: [166, 1968, 236, 1981]
- quote-maupassant: « Si les peuples comprenaient cela, s'ils faisaient justice eux-mêmes des pouvoirs meurtriers, s'ils refusaient de se laisser tuer sans raison, s'ils se servaient de leurs armes contre ceux qui les leur ont données pour massacrer, ce jour-là la guerre serait morte... »: [8, 224, 236, 305]
- paragraph: Que les juges de Grenoble nous permettent de leur adresser nos sincères félicitations ; c'est conformément à la saine équité qu'ils se sont prononcés.: [8, 1396, 236, 1450]
- paragraph: Lenong Kai Kien, un savant chinois, vient de terminer la traduction du « Capital », de Karl Marx en langue chinoise.: [1252, 1485, 1494, 1525]
- headline-affaire-humbert: L'affaire Humbert: [1321, 1190, 1425, 1206]
- list-item: 8° Discussion sur les décisions du congrès international de Zurich ;: [488, 1915, 738, 1942]
- paragraph: M. Ledin crut ainsi son devoir accompli.: [1002, 178, 1190, 191]
- paragraph: La Compagnie des Cirages français doit être contente des juges de Lorient.: [1252, 2088, 1494, 2115]
- paragraph: Avec les documents nécessaires — réfutant point par point le pseudo rapport de la Commission d'enquête municipale, de grotesque mémoire — Me Mulsant établit :: [750, 1117, 978, 1171]
- paragraph: De nombreux groupes de grévistes étaient massés près du pont Blavet. Ils chantaient, mais leur attitude n'avait rien d'hostile. Malgré cela, le préfet, le sous-préfet, le commissaire spécial et le lieutenant-colonel du 76e d'infanterie décidèrent de faire charger les grévistes après avoir fait les sommations légales. Ceux-ci résistèrent et lancèrent des pierres; la charge fut donnée par la cavalerie.: [1252, 1919, 1494, 2027]
- paragraph: Il paraît que ce n'est pas encore suffisant pour donner à nos édiles, jadis réclamants contre les actes administrations, assez de tact pour ne faire des journées de travail qu'aux plus nécessiteux.: [990, 1088, 1240, 1142]
- paragraph: Nous ne voyons dans cette réforme qu'une demi-mesure que Briand qualifiait naguère de leurre et de chimère !: [248, 740, 476, 780]
- paragraph: Et ces socialistes qui, réunis, dans leur congrès de Bordeaux, ont approuvé ceux des leurs qui commettaient de semblables attaques contre le cléricalisme, comment peuvent-ils avoir le front et l'impudence de se dire des penseurs libres.: [488, 344, 738, 412]
- signature: B. B.: [715, 1405, 738, 1418]
- paragraph: Il fallait des preuves, le grand jour, les justifications les plus éclatantes !: [750, 1612, 978, 1639]
- paragraph: Ce n'est pas nous qui faisons dire cela. Nous reproduisons simplement. On voit à quel point est grave l'incident — l'un des incidents — de la Bourse du Travail de Saint-Etienne.: [1252, 318, 1494, 372]
- paragraph: C'est ce que nous demandions, nous aussi, pour le Peuple de la Loire, qui, par son article sensationnel révélant le scandale au public, n'a pas permis de l'étouffer...: [750, 888, 978, 941]
- paragraph: Autrefois cependant, les socialistes parlaient toujours de vérité, de lumière, de justice.: [750, 1582, 978, 1609]
- headline-la-justice: La Justice: [1344, 1644, 1402, 1660]
- paragraph: J'ai encore en ma possession ces deux articles.: [1264, 782, 1477, 795]
- signature: « Le Secrétaire, C. MOREL. »: [1355, 301, 1494, 314]
- headline-justice-militaire: La Justice Militaire: [248, 58, 476, 99]
- paragraph: Me Mulsant ne laisse rien dans l'ombre de cette scandaleuse affaire, qu'il dissèque point par point, tenant tout l'auditoire suspendu à ses lèvres et faisant à chaque instant, rire les plus moroses.: [990, 211, 1240, 265]
- paragraph: Citoyen rédacteur,: [1264, 2170, 1349, 2183]
- list-item: 7° Discussion sur les décisions du 13e congrès corporatif de Montpellier ;: [488, 1885, 738, 1912]
- paragraph: de scandale qui révolte la conscience indignée des travailleurs syndiqués de la Bourse, et de quelque opinion qu'ils soient.: [1252, 58, 1494, 98]
- paragraph: Aussi à cette manifestation perpétrée sans aucun doute pour la plus grande gloire de Delassée et du gouvernement jacobin qui, ne pouvant lui sucer les pieds, s'est, à Notre-Dame, comme son ambassadeur à Rome, passionnément prosterné devant la grande figure du vieux Léon Pecci ; à cette manifestation dis-je, avons-nous résolu d'assister pour lui donner sa véritable allure et déjouer les calculs des promoteurs de la collaboration des classes.: [248, 1566, 476, 1701]
- list-item: 9° Grève générale, réformiste ou révolutionnaire ;: [500, 1945, 730, 1958]
- column-rule: [242, 58, 243, 2063]
- kicker-les: Les: [850, 61, 878, 75]
- verse-line: On pendait les voleurs aux croix ;: [1264, 1343, 1420, 1356]
- paragraph: C'est lundi qu'est venu, pour la troisième fois, le procès intenté par le citoyen Piger au journal l'Eclaireur, du petit lapin Soulié.: [750, 232, 978, 272]
